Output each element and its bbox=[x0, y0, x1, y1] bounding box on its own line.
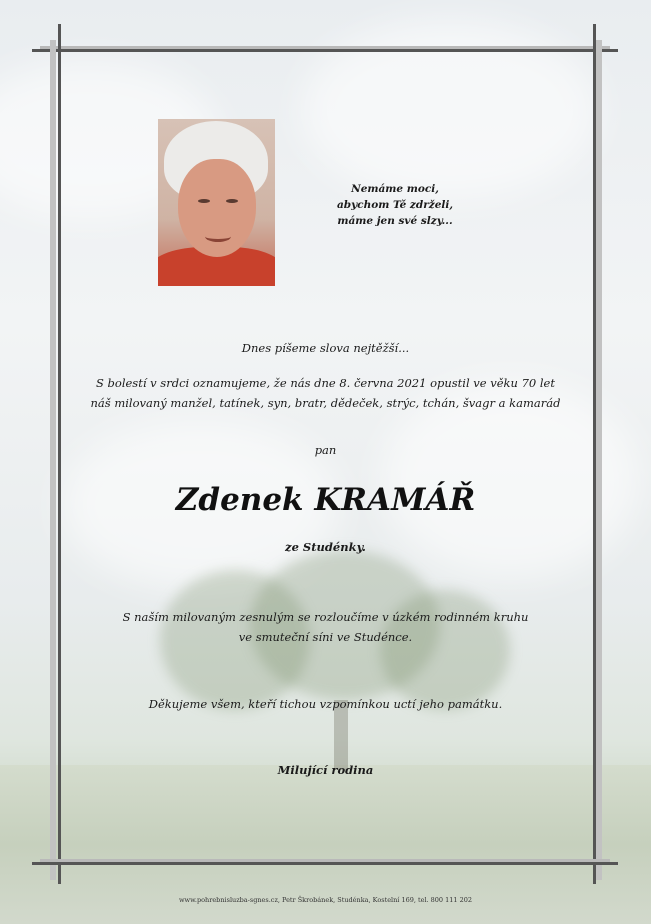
quote-line: Nemáme moci, bbox=[351, 183, 439, 195]
farewell-line: ve smuteční síni ve Studénce. bbox=[238, 630, 413, 644]
quote-line: abychom Tě zdrželi, bbox=[336, 199, 454, 211]
thanks-line: Děkujeme všem, kteří tichou vzpomínkou uctí jeho památku. bbox=[148, 697, 503, 711]
quote bbox=[330, 181, 460, 229]
announcement-line: S bolestí v srdci oznamujeme, že nás dne 8. června 2021 opustil ve věku 70 let bbox=[96, 376, 555, 390]
honorific: pan bbox=[314, 443, 337, 457]
deceased-name: Zdenek KRAMÁŘ bbox=[175, 482, 476, 518]
footer-contact: www.pohrebnisluzba-sgnes.cz, Petr Škrobánek, Studénka, Kostelní 169, tel. 800 111 202 bbox=[178, 896, 473, 904]
origin: ze Studénky. bbox=[285, 540, 366, 554]
portrait-photo bbox=[158, 119, 275, 286]
farewell-info bbox=[0, 607, 651, 647]
signature: Milující rodina bbox=[277, 763, 374, 777]
announcement bbox=[0, 373, 651, 413]
intro-line: Dnes píšeme slova nejtěžší... bbox=[241, 341, 410, 355]
quote-line: máme jen své slzy... bbox=[337, 215, 453, 227]
announcement-line: náš milovaný manžel, tatínek, syn, bratr, dědeček, strýc, tchán, švagr a kamarád bbox=[90, 396, 561, 410]
farewell-line: S naším milovaným zesnulým se rozloučíme v úzkém rodinném kruhu bbox=[122, 610, 529, 624]
